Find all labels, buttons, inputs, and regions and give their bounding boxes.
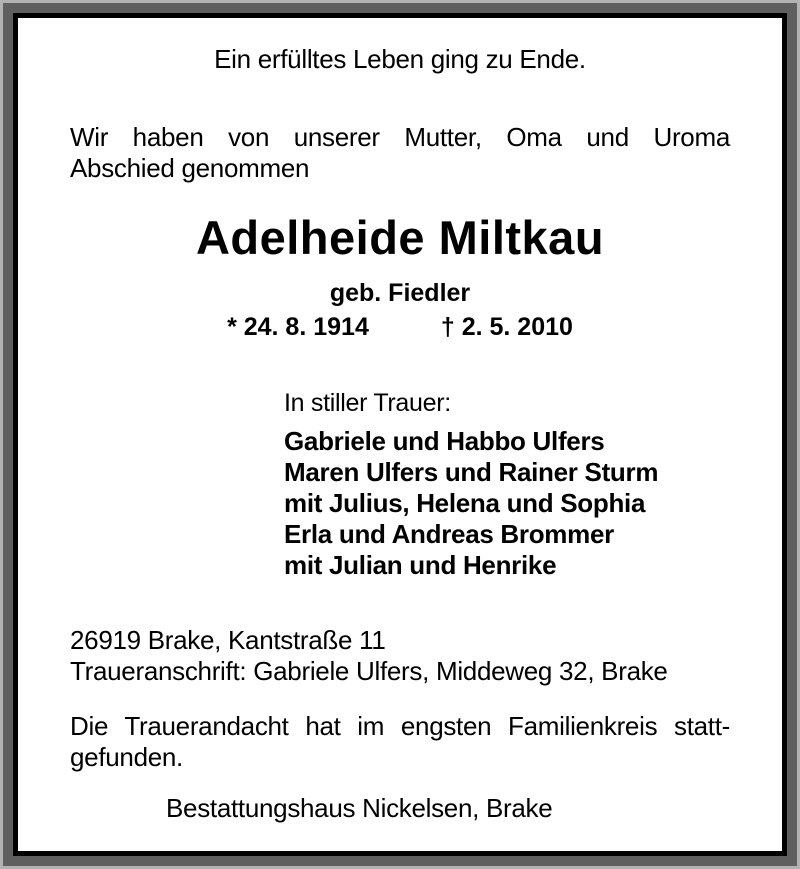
mourner-line: Gabriele und Habbo Ulfers (284, 426, 605, 456)
mourners-list (284, 426, 730, 581)
maiden-name: geb. Fiedler (329, 279, 471, 307)
life-dates (70, 312, 730, 342)
intro-paragraph (70, 122, 730, 184)
address-line-2: Traueranschrift: Gabriele Ulfers, Middeweg 32, Brake (70, 656, 668, 686)
mourning-label: In stiller Trauer: (284, 389, 451, 417)
address-line-1: 26919 Brake, Kantstraße 11 (70, 625, 386, 655)
birth-date: * 24. 8. 1914 (227, 313, 369, 341)
obituary-notice (13, 13, 787, 856)
deceased-name: Adelheide Miltkau (195, 211, 605, 264)
service-line-2: gefunden. (70, 742, 183, 772)
mourner-line: mit Julius, Helena und Sophia (284, 488, 646, 518)
mourner-line: mit Julian und Henrike (284, 550, 557, 580)
mourner-line: Erla und Andreas Brommer (284, 519, 614, 549)
intro-line-1: Wir haben von unserer Mutter, Oma und Uroma (70, 122, 730, 152)
address-block (70, 625, 730, 687)
intro-line-2: Abschied genommen (70, 153, 310, 183)
scan-shadow-frame (3, 3, 797, 866)
opening-line: Ein erfülltes Leben ging zu Ende. (214, 44, 586, 74)
funeral-home-line: Bestattungshaus Nickelsen, Brake (166, 793, 553, 823)
mourning-block (284, 388, 730, 581)
mourner-line: Maren Ulfers und Rainer Sturm (284, 457, 659, 487)
service-paragraph (70, 711, 730, 773)
death-date: † 2. 5. 2010 (440, 313, 573, 341)
service-line-1: Die Trauerandacht hat im engsten Familienkreis statt- (70, 711, 730, 741)
